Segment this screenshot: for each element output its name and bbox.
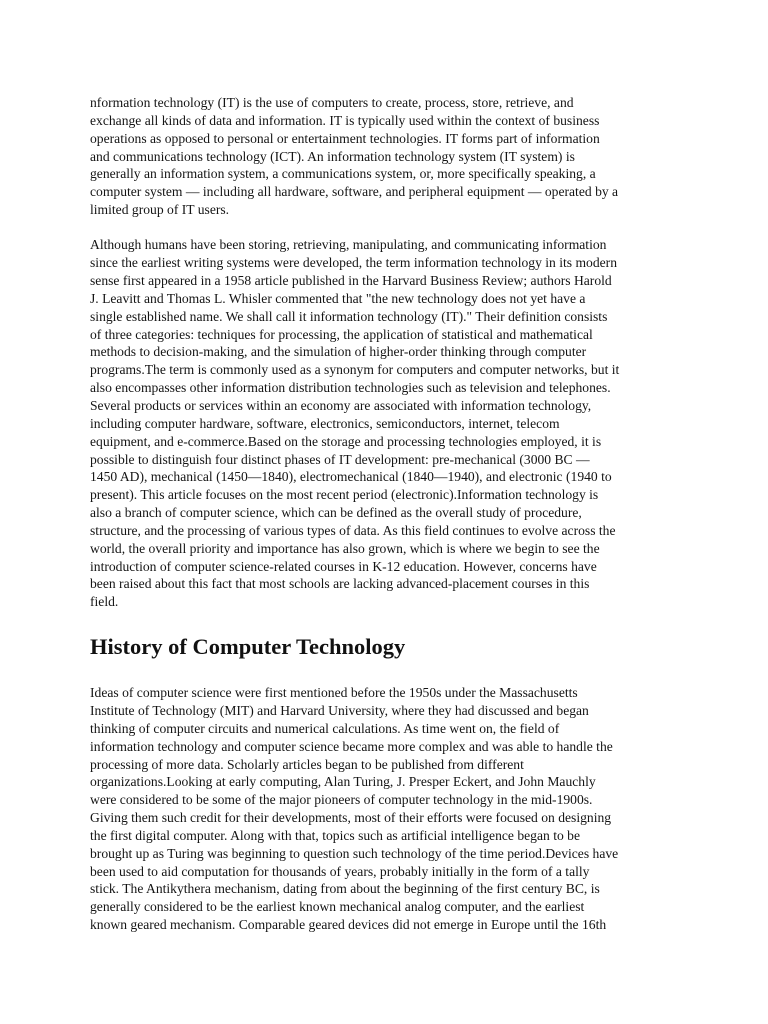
- history-paragraph: Ideas of computer science were first mentioned before the 1950s under the Massachusetts Institute of Technology (MIT) and Harvard University, where they had discussed and began thinking of computer circuits and numerical calculations. As time went on, the field of information technology and computer science became more complex and was able to handle the processing of more data. Scholarly articles began to be published from different organizations.Looking at early computing, Alan Turing, J. Presper Eckert, and John Mauchly were considered to be some of the major pioneers of computer technology in the mid-1900s. Giving them such credit for their developments, most of their efforts were focused on designing the first digital computer. Along with that, topics such as artificial intelligence began to be brought up as Turing was beginning to question such technology of the time period.Devices have been used to aid computation for thousands of years, probably initially in the form of a tally stick. The Antikythera mechanism, dating from about the beginning of the first century BC, is generally considered to be the earliest known mechanical analog computer, and the earliest known geared mechanism. Comparable geared devices did not emerge in Europe until the 16th: [90, 685, 619, 933]
- intro-paragraph-1: nformation technology (IT) is the use of computers to create, process, store, retrieve, and exchange all kinds of data and information. IT is typically used within the context of business operations as opposed to personal or entertainment technologies. IT forms part of information and communications technology (ICT). An information technology system (IT system) is generally an information system, a communications system, or, more specifically speaking, a computer system — including all hardware, software, and peripheral equipment — operated by a limited group of IT users.: [90, 95, 619, 218]
- document-page: [90, 94, 680, 934]
- intro-paragraph-2: Although humans have been storing, retrieving, manipulating, and communicating information since the earliest writing systems were developed, the term information technology in its modern sense first appeared in a 1958 article published in the Harvard Business Review; authors Harold J. Leavitt and Thomas L. Whisler commented that "the new technology does not yet have a single established name. We shall call it information technology (IT)." Their definition consists of three categories: techniques for processing, the application of statistical and mathematical methods to decision-making, and the simulation of higher-order thinking through computer programs.The term is commonly used as a synonym for computers and computer networks, but it also encompasses other information distribution technologies such as television and telephones. Several products or services within an economy are associated with information technology, including computer hardware, software, electronics, semiconductors, internet, telecom equipment, and e-commerce.Based on the storage and processing technologies employed, it is possible to distinguish four distinct phases of IT development: pre-mechanical (3000 BC — 1450 AD), mechanical (1450—1840), electromechanical (1840—1940), and electronic (1940 to present). This article focuses on the most recent period (electronic).Information technology is also a branch of computer science, which can be defined as the overall study of procedure, structure, and the processing of various types of data. As this field continues to evolve across the world, the overall priority and importance has also grown, which is where we begin to see the introduction of computer science-related courses in K-12 education. However, concerns have been raised about this fact that most schools are lacking advanced-placement courses in this field.: [90, 237, 620, 610]
- section-heading-history: History of Computer Technology: [90, 634, 406, 660]
